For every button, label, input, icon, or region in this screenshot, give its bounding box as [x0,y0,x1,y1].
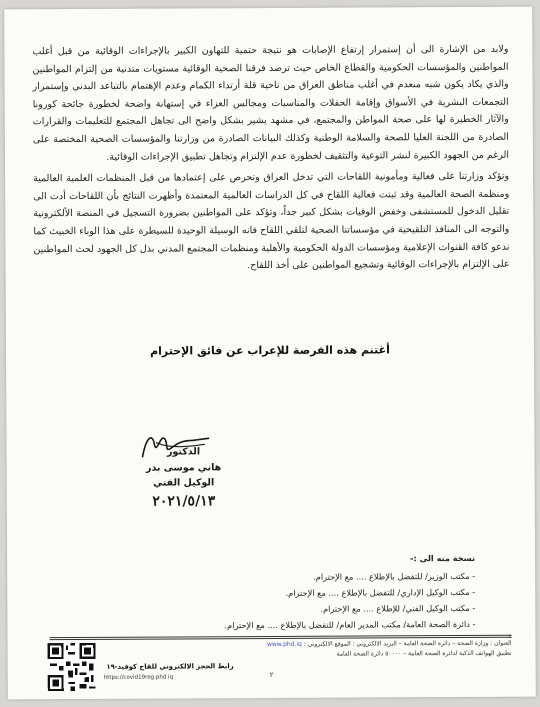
letter-footer [148,639,512,660]
letter-page [4,7,536,700]
footer-phones: تطبيق الهواتف الذكية لدائرة الصحة العامة – ٥٠٠٠٠ دائرة الصحة العامة [336,649,512,658]
page-number: ٢ [269,670,274,680]
signature-date: ٢٠٢١/٥/١٣ [152,492,216,510]
copies-heading: نسخة منه الى :- [410,552,476,564]
qr-caption: رابط الحجز الالكتروني للقاح كوفيد-١٩ [106,662,234,671]
qr-link[interactable]: https://covid19reg.phd.iq [103,674,174,681]
letter-body [32,41,509,280]
footer-address: العنوان : وزارة الصحة – دائرة الصحة العامة – البريد الالكتروني : الموقع الالكتروني : [303,639,512,648]
signature-block [118,444,248,509]
copy-recipient: - دائرة الصحة العامة/ مكتب المدير العام/ للتفضل بالإطلاع .... مع الإحترام. [224,618,476,631]
footer-website-link[interactable]: www.phd.iq [266,640,302,649]
closing-remark: أغتنم هذه الفرصة للإعراب عن فائق الإحترام [150,343,390,358]
paragraph-vaccination: وتؤكد وزارتنا على فعالية ومأمونية اللقاحات التي تدخل العراق وتحرص على إعتمادها من قبل المنظمات العلمية العالمية ومنظمة الصحة العالمية وقد ثبتت فعالية اللقاح في كل الدراسات العالمية المعتمدة وأظهرت النتائج بأن اللقاحات أدت الى تقليل الدخول للمستشفى وخفض الوفيات بشكل كبير جداً، وتؤكد على المواطنين بضرورة التسجيل في المنصة الألكترونية والتوجه الى المنافذ التلقيحية في مؤسساتنا الصحية لتلقي اللقاح فانه الوسيلة الوحيدة للسيطرة على هذا الوباء الخبيث كما ندعو كافة القنوات الإعلامية ومؤسسات الدولة الحكومية والأهلية ومنظمات المجتمع المدني بذل كل الجهود لحث المواطنين على الإلتزام بالإجراءات الوقائية وتشجيع المواطنين على أخذ اللقاح. [33,170,510,272]
copy-recipient: - مكتب الوزير/ للتفضل بالإطلاع .... مع الإحترام. [313,570,476,582]
qr-code-icon[interactable] [48,643,96,691]
copies-to-list [55,550,475,634]
signatory-name: هاني موسى بدر [145,461,222,474]
copy-recipient: - مكتب الوكيل الإداري/ للتفضل بالإطلاع .... مع الإحترام. [285,586,476,598]
paragraph-compliance: ولابد من الإشارة الى أن إستمرار إرتفاع الإصابات هو نتيجة حتمية للتهاون الكبير بالإجراءات الوقائية من قبل أغلب المواطنين والمؤسسات الحكومية والقطاع الخاص حيث ترصد فرقنا الصحية الوقائية مستويات متدنية من إلتزام المواطنين والذي يكاد يكون شبه منعدم في أغلب مناطق العراق من ناحية قلة أرتداء الكمام وعدم الإهتمام بالتباعد البدني وإستمرار التجمعات البشرية في الأسواق وإقامة الحفلات والمناسبات ومجالس العزاء في إستهانة واضحة لخطورة جائحة كورونا والآثار الخطيرة لها على صحة المواطن والمجتمع، في مشهد يشير بشكل واضح الى تجاهل المجتمع للتعليمات والقرارات الصادرة من اللجنة العليا للصحة والسلامة الوطنية وكذلك البيانات الصادرة من وزارتنا والمؤسسات الصحية المختصة على الرغم من الجهود الكبيرة لنشر التوعية والتثقيف لخطورة عدم الإلتزام وتجاهل تطبيق الإجراءات الوقائية. [32,43,509,163]
signatory-position: الوكيل الفني [153,477,215,489]
signatory-title: الدكتور [166,446,201,458]
copy-recipient: - مكتب الوكيل الفني/ للإطلاع .... مع الإحترام. [320,602,476,614]
